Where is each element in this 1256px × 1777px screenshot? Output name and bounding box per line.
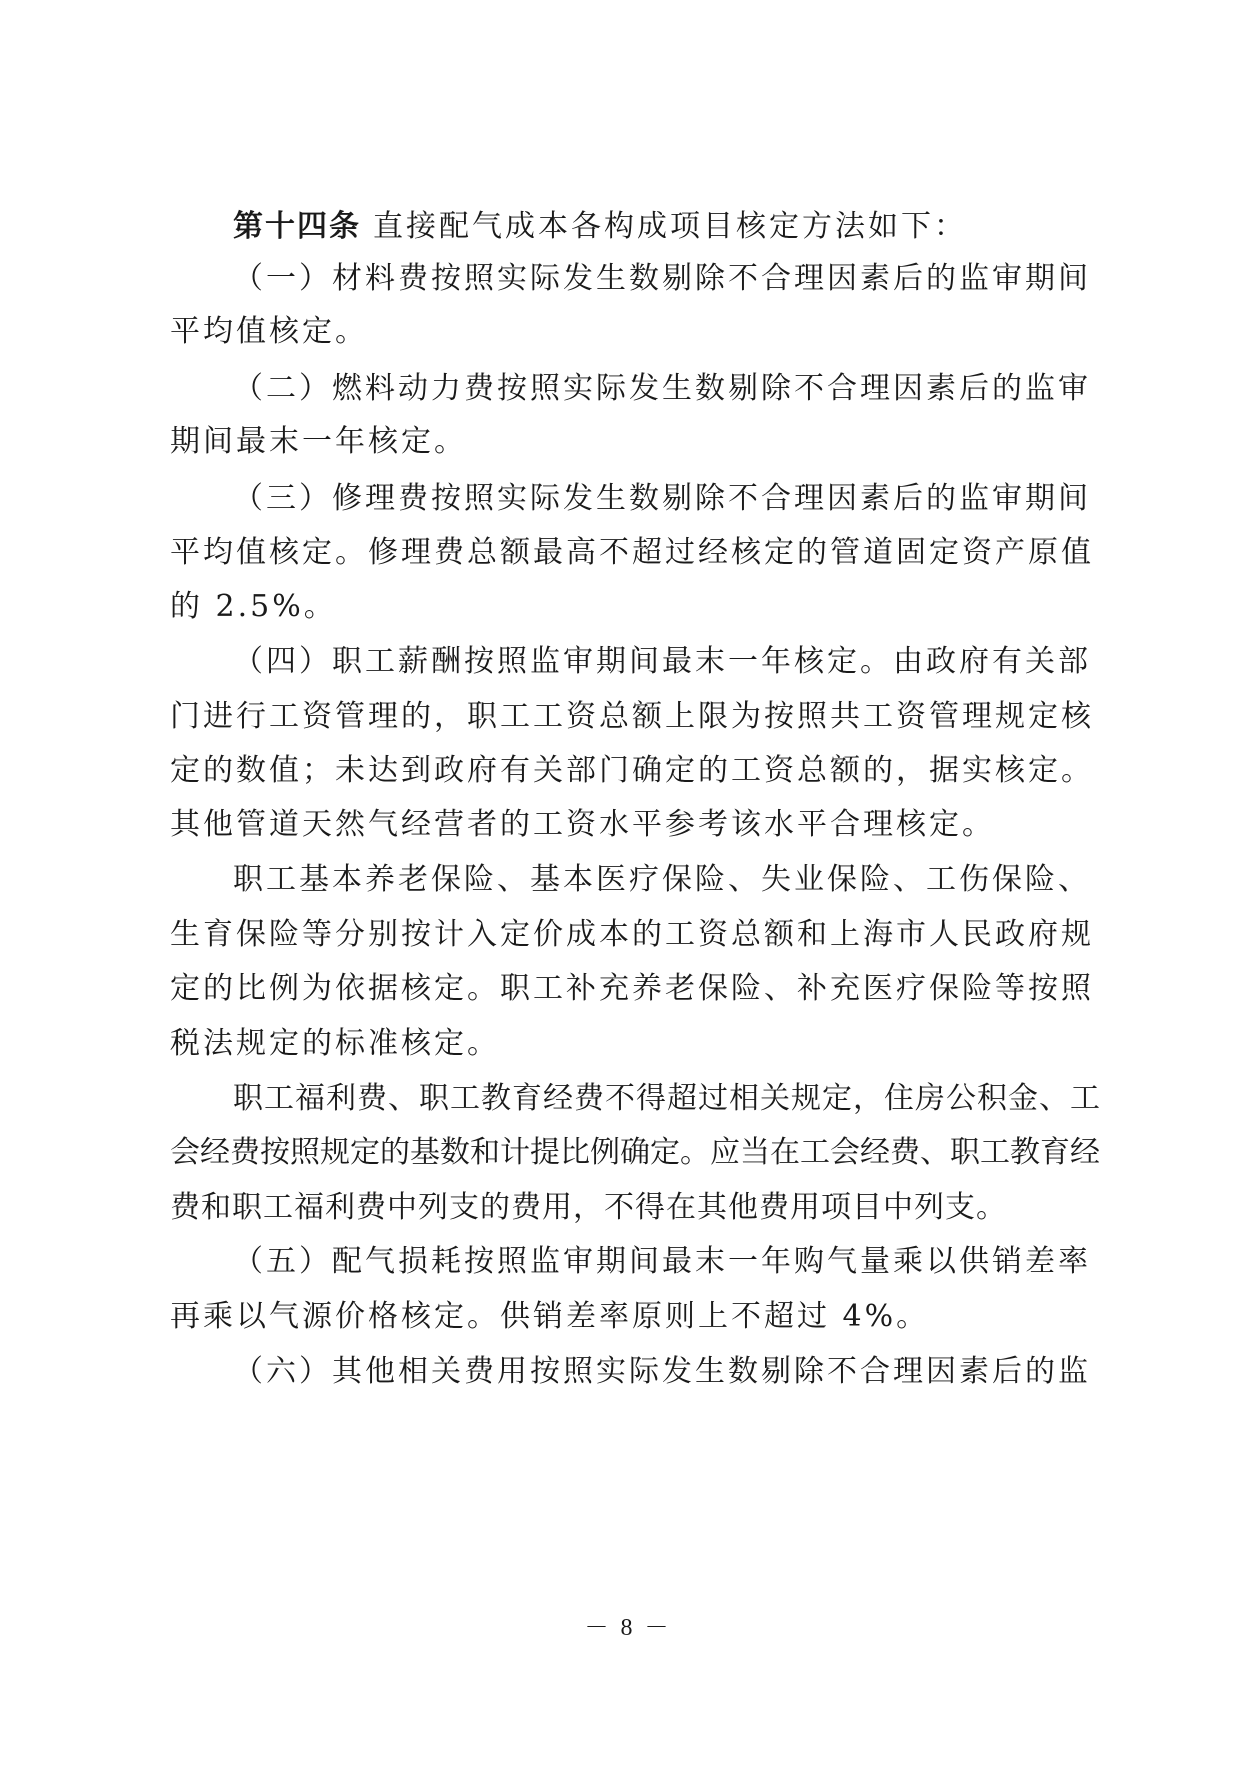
text-line: 会经费按照规定的基数和计提比例确定。应当在工会经费、职工教育经	[170, 1135, 1100, 1170]
text-line: （三）修理费按照实际发生数剔除不合理因素后的监审期间	[233, 481, 1091, 516]
article-number: 第十四条	[233, 209, 361, 244]
text-line: （二）燃料动力费按照实际发生数剔除不合理因素后的监审	[233, 371, 1091, 406]
text-line: 的 2.5%。	[170, 589, 337, 624]
text-line: 定的比例为依据核定。职工补充养老保险、补充医疗保险等按照	[170, 971, 1094, 1006]
text-line: （一）材料费按照实际发生数剔除不合理因素后的监审期间	[233, 261, 1091, 296]
text-line: 门进行工资管理的，职工工资总额上限为按照共工资管理规定核	[170, 699, 1094, 734]
text-line: 税法规定的标准核定。	[170, 1026, 500, 1061]
text-line: 期间最末一年核定。	[170, 424, 467, 459]
article-title: 直接配气成本各构成项目核定方法如下：	[373, 209, 967, 244]
text-line: 职工福利费、职工教育经费不得超过相关规定，住房公积金、工	[233, 1081, 1101, 1116]
text-line: 再乘以气源价格核定。供销差率原则上不超过 4%。	[170, 1299, 930, 1334]
text-line: 平均值核定。	[170, 314, 368, 349]
text-line: （五）配气损耗按照监审期间最末一年购气量乘以供销差率	[233, 1244, 1091, 1279]
text-line: 费和职工福利费中列支的费用，不得在其他费用项目中列支。	[170, 1190, 1007, 1225]
text-line: 平均值核定。修理费总额最高不超过经核定的管道固定资产原值	[170, 535, 1094, 570]
article-heading	[233, 207, 1090, 247]
text-line: 定的数值；未达到政府有关部门确定的工资总额的，据实核定。	[170, 753, 1094, 788]
text-line: 生育保险等分别按计入定价成本的工资总额和上海市人民政府规	[170, 917, 1094, 952]
text-line: 其他管道天然气经营者的工资水平参考该水平合理核定。	[170, 807, 995, 842]
page-number: － 8 －	[584, 1615, 672, 1641]
text-line: 职工基本养老保险、基本医疗保险、失业保险、工伤保险、	[233, 862, 1091, 897]
text-line: （四）职工薪酬按照监审期间最末一年核定。由政府有关部	[233, 644, 1091, 679]
text-line: （六）其他相关费用按照实际发生数剔除不合理因素后的监	[233, 1354, 1091, 1389]
